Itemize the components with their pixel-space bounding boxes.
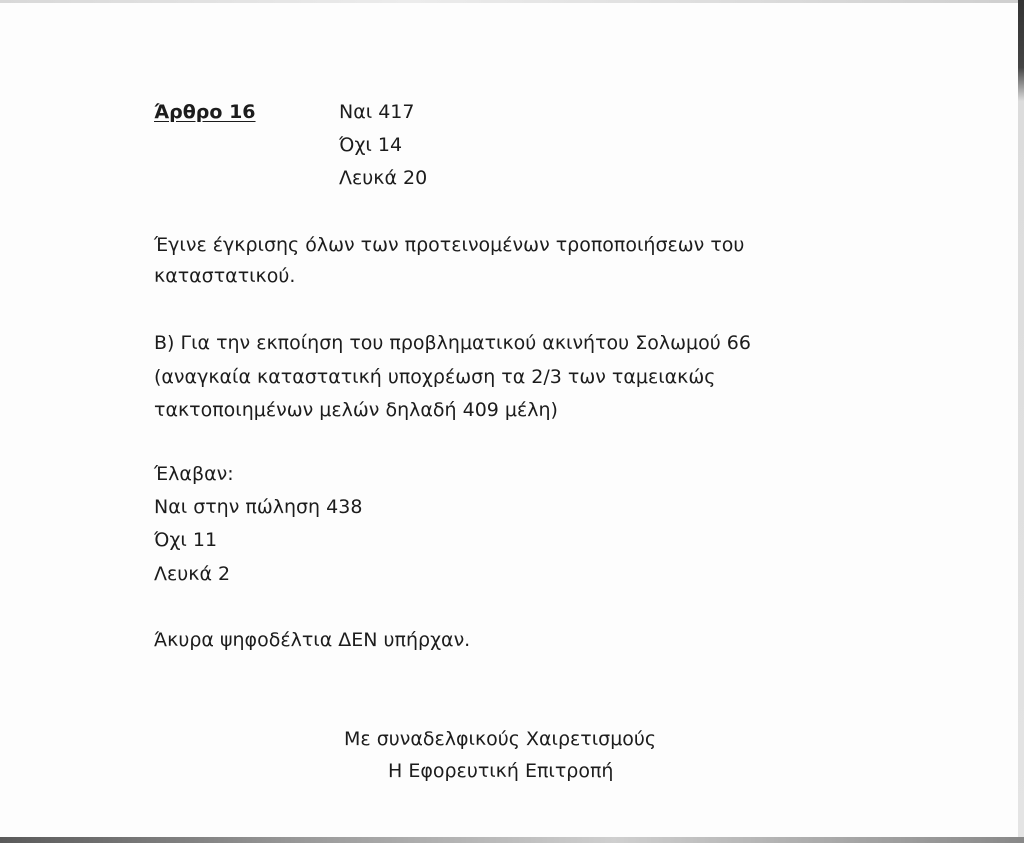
section-b-line-2: (αναγκαία καταστατική υποχρέωση τα 2/3 των ταμειακώς — [154, 366, 716, 388]
section-b-line-3: τακτοποιημένων μελών δηλαδή 409 μέλη) — [154, 399, 558, 421]
result-no: Όχι 11 — [154, 529, 218, 551]
vote-yes: Ναι 417 — [339, 101, 415, 123]
scan-edge-right — [1018, 0, 1024, 843]
scan-edge-top — [0, 0, 1024, 3]
result-blank: Λευκά 2 — [154, 563, 231, 585]
section-b-line-1: Β) Για την εκποίηση του προβληματικού ακινήτου Σολωμού 66 — [154, 332, 751, 354]
scan-edge-bottom — [0, 837, 1024, 843]
approval-text-line-1: Έγινε έγκρισης όλων των προτεινομένων τροποποιήσεων του — [154, 234, 745, 256]
closing-greeting: Με συναδελφικούς Χαιρετισμούς — [344, 728, 657, 750]
invalid-ballots-note: Άκυρα ψηφοδέλτια ΔΕΝ υπήρχαν. — [154, 629, 471, 651]
vote-no: Όχι 14 — [339, 134, 403, 156]
article-title: Άρθρο 16 — [154, 101, 256, 123]
approval-text-line-2: καταστατικού. — [154, 265, 296, 287]
result-yes-sale: Ναι στην πώληση 438 — [154, 496, 363, 518]
vote-blank: Λευκά 20 — [339, 167, 428, 189]
closing-signatory: Η Εφορευτική Επιτροπή — [388, 760, 614, 782]
results-heading: Έλαβαν: — [154, 463, 234, 485]
